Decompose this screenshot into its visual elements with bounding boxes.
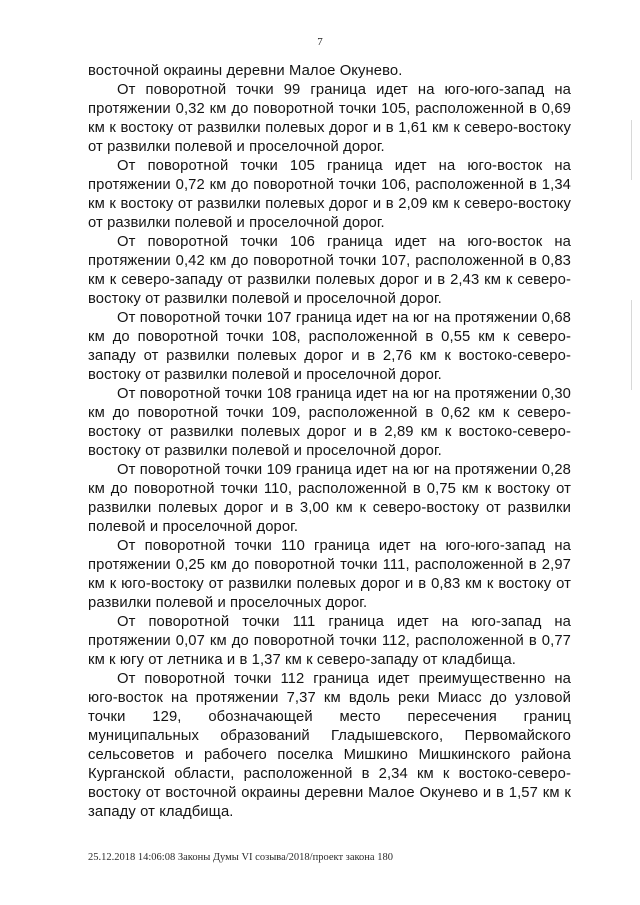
paragraph-point-111: От поворотной точки 111 граница идет на юго-запад на протяжении 0,07 км до поворотной точки 112, расположенной в 0,77 км к югу от летника и в 1,37 км к северо-западу от кладбища. bbox=[88, 614, 571, 668]
paragraph-point-110: От поворотной точки 110 граница идет на юго-юго-запад на протяжении 0,25 км до поворотной точки 111, расположенной в 2,97 км к юго-востоку от развилки полевых дорог и в 0,83 км к востоку от развилки полевой и проселочных дорог. bbox=[88, 538, 571, 611]
paragraph-point-99: От поворотной точки 99 граница идет на юго-юго-запад на протяжении 0,32 км до поворотной точки 105, расположенной в 0,69 км к востоку от развилки полевых дорог и в 1,61 км к северо-востоку от развилки полевой и проселочной дорог. bbox=[88, 82, 571, 155]
page-number: 7 bbox=[317, 36, 323, 48]
paragraph-point-108: От поворотной точки 108 граница идет на юг на протяжении 0,30 км до поворотной точки 109, расположенной в 0,62 км к северо-востоку от развилки полевых дорог и в 2,89 км к востоко-северо-востоку от развилки полевой и проселочной дорог. bbox=[88, 386, 571, 459]
scan-margin-mark bbox=[631, 300, 632, 390]
paragraph-point-107: От поворотной точки 107 граница идет на юг на протяжении 0,68 км до поворотной точки 108, расположенной в 0,55 км к северо-западу от развилки полевых дорог и в 2,76 км к востоко-северо-востоку от развилки полевой и проселочной дорог. bbox=[88, 310, 571, 383]
document-body bbox=[88, 62, 571, 822]
paragraph-point-105: От поворотной точки 105 граница идет на юго-восток на протяжении 0,72 км до поворотной точки 106, расположенной в 1,34 км к востоку от развилки полевых дорог и в 2,09 км к северо-востоку от развилки полевой и проселочной дорог. bbox=[88, 158, 571, 231]
footer-stamp: 25.12.2018 14:06:08 Законы Думы VI созыва/2018/проект закона 180 bbox=[88, 852, 393, 863]
paragraph-point-106: От поворотной точки 106 граница идет на юго-восток на протяжении 0,42 км до поворотной точки 107, расположенной в 0,83 км к северо-западу от развилки полевых дорог и в 2,43 км к северо-востоку от развилки полевой и проселочной дорог. bbox=[88, 234, 571, 307]
paragraph-point-112: От поворотной точки 112 граница идет преимущественно на юго-восток на протяжении 7,37 км вдоль реки Миасс до узловой точки 129, обозначающей место пересечения границ муниципальных образований Гладышевского, Первомайского сельсоветов и рабочего поселка Мишкино Мишкинского района Курганской области, расположенной в 2,34 км к востоко-северо-востоку от восточной окраины деревни Малое Окунево и в 1,57 км к западу от кладбища. bbox=[88, 671, 571, 820]
scan-margin-mark bbox=[631, 120, 632, 180]
paragraph-continuation: восточной окраины деревни Малое Окунево. bbox=[88, 63, 403, 79]
paragraph-point-109: От поворотной точки 109 граница идет на юг на протяжении 0,28 км до поворотной точки 110, расположенной в 0,75 км к востоку от развилки полевых дорог и в 3,00 км к северо-востоку от развилки полевой и проселочной дорог. bbox=[88, 462, 571, 535]
